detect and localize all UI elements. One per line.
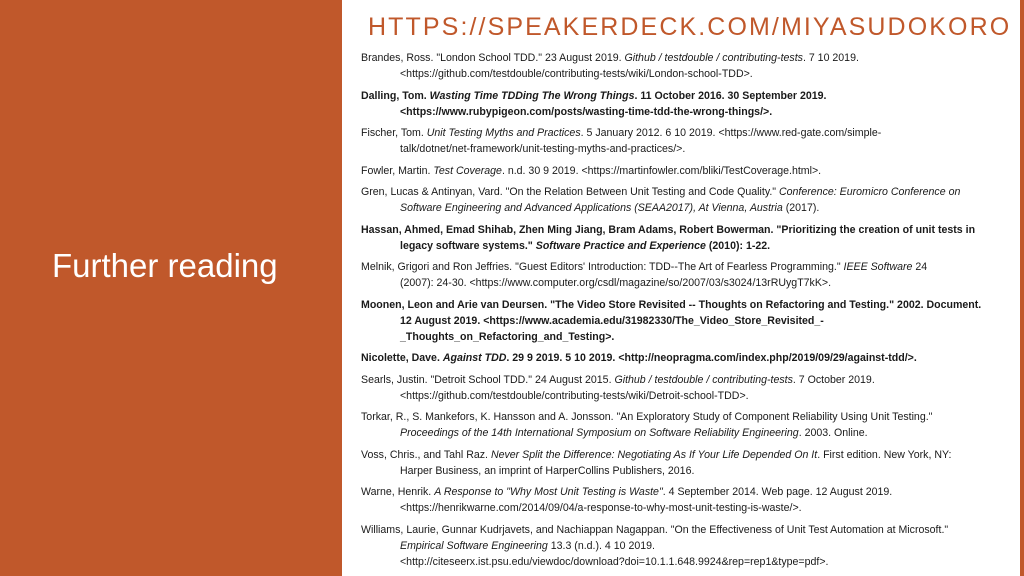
reference-title: Unit Testing Myths and Practices	[426, 127, 581, 139]
reference-entry	[361, 50, 1023, 82]
reference-title: Software Practice and Experience	[535, 239, 706, 252]
reference-text: Hassan, Ahmed, Emad Shihab, Zhen Ming Jiang, Bram Adams, Robert Bowerman. "Prioritizing the creation of unit tests in legacy software systems."	[361, 223, 976, 252]
reference-entry	[361, 184, 1023, 216]
reference-text: . First edition. New York, NY: Harper Business, an imprint of HarperCollins Publishers, 2016.	[400, 448, 952, 477]
reference-text: 24 (2007): 24-30. <https://www.computer.org/csdl/magazine/so/2007/03/s3024/13rRUygT7kK>.	[400, 261, 928, 289]
reference-text: (2010): 1-22.	[705, 239, 771, 252]
reference-text: Torkar, R., S. Mankefors, K. Hansson and A. Jonsson. "An Exploratory Study of Component Reliability Using Unit Testing."	[361, 411, 933, 423]
reference-entry	[361, 409, 1023, 441]
reference-text: . 7 October 2019. <https://github.com/testdouble/contributing-tests/wiki/Detroit-school-TDD>.	[400, 373, 875, 402]
reference-text: . 5 January 2012. 6 10 2019. <https://www.red-gate.com/simple- talk/dotnet/net-framework/unit-testing-myths-and-practices/>.	[400, 127, 882, 155]
reference-text: 13.3 (n.d.). 4 10 2019. <http://citeseerx.ist.psu.edu/viewdoc/download?doi=10.1.1.648.9924&rep=rep1&type=pdf>.	[400, 539, 829, 568]
reference-entry	[361, 297, 1023, 345]
reference-text: . n.d. 30 9 2019. <https://martinfowler.com/bliki/TestCoverage.html>.	[501, 164, 822, 177]
reference-text: Fowler, Martin.	[361, 164, 434, 177]
reference-text: . 2003. Online.	[798, 427, 868, 439]
reference-entry	[361, 484, 1023, 516]
reference-title: A Response to "Why Most Unit Testing is Waste"	[434, 486, 663, 498]
reference-text: (2017).	[782, 202, 820, 214]
reference-title: IEEE Software	[843, 261, 913, 273]
reference-title: Proceedings of the 14th International Symposium on Software Reliability Engineering	[400, 427, 799, 439]
reference-text: Voss, Chris., and Tahl Raz.	[361, 448, 491, 461]
reference-text: Williams, Laurie, Gunnar Kudrjavets, and Nachiappan Nagappan. "On the Effectiveness of Unit Test Automation at Microsoft."	[361, 523, 949, 536]
reference-entry	[361, 88, 1023, 120]
speakerdeck-url: HTTPS://SPEAKERDECK.COM/MIYASUDOKORO	[368, 13, 1012, 41]
reference-title: Wasting Time TDDing The Wrong Things	[429, 89, 635, 102]
reference-title: Test Coverage	[433, 164, 502, 177]
reference-entry	[361, 125, 1023, 157]
reference-text: Warne, Henrik.	[361, 486, 435, 498]
slide-title: Further reading	[52, 247, 278, 284]
reference-text: Dalling, Tom.	[361, 89, 430, 102]
reference-entry	[361, 350, 1023, 366]
reference-text: . 7 10 2019. <https://github.com/testdouble/contributing-tests/wiki/London-school-TDD>.	[400, 52, 859, 80]
reference-title: Never Split the Difference: Negotiating As If Your Life Depended On It	[490, 448, 818, 461]
reference-entry	[361, 163, 1023, 179]
reference-text: Brandes, Ross. "London School TDD." 23 August 2019.	[361, 52, 625, 64]
reference-text: Nicolette, Dave.	[361, 352, 443, 364]
reference-title: Conference: Euromicro Conference on Software Engineering and Advanced Applications (SEAA2017), At Vienna, Austria	[400, 186, 961, 214]
reference-entry	[361, 222, 1023, 254]
reference-text: . 11 October 2016. 30 September 2019. <https://www.rubypigeon.com/posts/wasting-time-tdd-the-wrong-things/>.	[400, 89, 827, 118]
reference-title: Empirical Software Engineering	[400, 539, 548, 552]
reference-title: Against TDD	[442, 352, 507, 364]
reference-list	[361, 50, 1023, 575]
reference-entry	[361, 372, 1023, 404]
reference-text: . 29 9 2019. 5 10 2019. <http://neopragma.com/index.php/2019/09/29/against-tdd/>.	[506, 352, 917, 364]
reference-title: Github / testdouble / contributing-tests	[614, 373, 793, 386]
reference-text: Melnik, Grigori and Ron Jeffries. "Guest Editors' Introduction: TDD--The Art of Fearless Programming."	[361, 261, 844, 273]
reference-entry	[361, 522, 1023, 570]
reference-text: Gren, Lucas & Antinyan, Vard. "On the Relation Between Unit Testing and Code Quality."	[361, 186, 779, 198]
accent-strip	[1020, 0, 1024, 576]
reference-text: Fischer, Tom.	[361, 127, 427, 139]
reference-entry	[361, 447, 1023, 479]
reference-text: Moonen, Leon and Arie van Deursen. "The Video Store Revisited -- Thoughts on Refactoring and Testing." 2002. Document. 12 August 2019. <https://www.academia.edu/31982330/The_Video_Store_Revisited_- _Thoughts_on_Refactoring_and_Testing>.	[361, 298, 982, 343]
reference-text: Searls, Justin. "Detroit School TDD." 24 August 2015.	[361, 373, 615, 386]
title-panel	[0, 0, 342, 576]
reference-title: Github / testdouble / contributing-tests	[624, 52, 803, 64]
reference-text: . 4 September 2014. Web page. 12 August 2019. <https://henrikwarne.com/2014/09/04/a-response-to-why-most-unit-testing-is-waste/>.	[400, 486, 893, 514]
reference-entry	[361, 259, 1023, 291]
